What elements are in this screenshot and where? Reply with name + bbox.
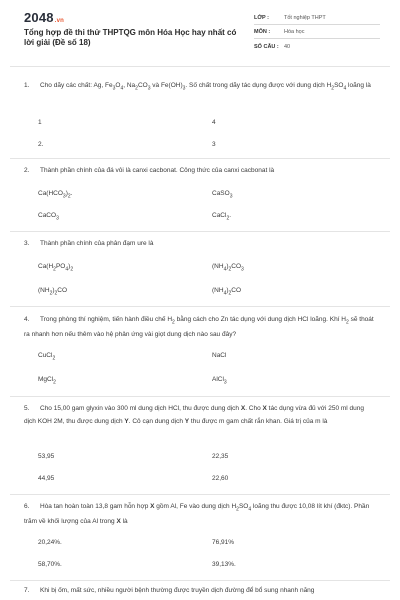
question-text: Cho 15,00 gam glyxin vào 300 ml dung dịch HCl, thu được dung dịch X. Cho X tác dụng vừa đủ với 250 ml dung dịch KOH 2M, thu được dung dịch Y. Cô cạn dung dịch Y thu được m gam chất rắn khan. Giá trị của m là [24, 405, 365, 425]
page-header [0, 0, 400, 66]
option-a[interactable]: $Ca(H_2PO_4)_2$ [38, 263, 74, 273]
meta-count-value: 40 [284, 44, 291, 50]
option-b[interactable]: 4 [212, 119, 216, 126]
question-text: Trong phòng thí nghiệm, tiến hành điều chế $H_2$ bằng cách cho Zn tác dụng với dung dịch HCl loãng. Khí $H_2$ sẽ thoát ra nhanh hơn nếu thêm vào hệ phản ứng vài giọt dung dịch nào sau đây? [24, 316, 374, 338]
document-title: Tổng hợp đề thi thử THPTQG môn Hóa Học hay nhất có lời giải (Đề số 18) [24, 28, 237, 47]
site-logo[interactable] [24, 10, 64, 25]
question-divider [10, 494, 390, 495]
option-c[interactable]: 2. [38, 141, 44, 148]
option-c[interactable]: 44,95 [38, 475, 55, 482]
question-number: 3. [24, 240, 30, 247]
question-5 [24, 403, 374, 428]
option-d[interactable]: 39,13%. [212, 561, 236, 568]
question-4 [24, 314, 374, 341]
question-3 [24, 238, 374, 251]
meta-subject-key: MÔN : [254, 29, 271, 35]
option-a[interactable]: 20,24%. [38, 539, 62, 546]
option-d[interactable]: CaCl$_2$. [212, 212, 232, 222]
question-number: 2. [24, 167, 30, 174]
question-1 [24, 80, 374, 95]
header-divider [10, 66, 390, 67]
meta-grade-key: LỚP : [254, 15, 269, 21]
meta-grade-value: Tốt nghiệp THPT [284, 15, 326, 21]
question-2 [24, 165, 374, 178]
question-divider [10, 580, 390, 581]
meta-count-key: SỐ CÂU : [254, 44, 279, 50]
option-a[interactable]: 1 [38, 119, 42, 126]
question-text: Thành phần chính của đá vôi là canxi cacbonat. Công thức của canxi cacbonat là [40, 167, 275, 174]
question-6 [24, 501, 374, 528]
option-b[interactable]: $(NH_4)_2CO_3$ [212, 263, 244, 273]
option-b[interactable]: CaSO$_3$ [212, 190, 233, 200]
question-text: Khi bị ốm, mất sức, nhiều người bệnh thường được truyền dịch đường để bổ sung nhanh năng [40, 587, 315, 594]
meta-divider [254, 38, 380, 39]
question-number: 6. [24, 503, 30, 510]
question-number: 4. [24, 316, 30, 323]
option-c[interactable]: 58,70%. [38, 561, 62, 568]
logo-suffix: .vn [54, 18, 65, 24]
option-a[interactable]: 53,95 [38, 453, 55, 460]
option-b[interactable]: 76,91% [212, 539, 235, 546]
option-c[interactable]: MgCl$_2$ [38, 376, 56, 386]
question-text: Cho dãy các chất: Ag, $Fe_3O_4$, $Na_2CO_3$ và $Fe(OH)_3$. Số chất trong dãy tác dụng được với dung dịch $H_2SO_4$ loãng là [40, 82, 371, 92]
question-divider [10, 396, 390, 397]
option-d[interactable]: 22,60 [212, 475, 229, 482]
question-text: Hòa tan hoàn toàn 13,8 gam hỗn hợp X gồm Al, Fe vào dung dịch $H_2SO_4$ loãng thu được 10,08 lít khí (đktc). Phần trăm về khối lượng của Al trong X là [24, 503, 370, 525]
option-d[interactable]: AlCl$_3$ [212, 376, 227, 386]
meta-subject-value: Hóa học [284, 29, 305, 35]
question-divider [10, 306, 390, 307]
option-a[interactable]: $Ca(HCO_3)_2$. [38, 190, 73, 200]
option-c[interactable]: $(NH_2)_2CO$ [38, 287, 68, 297]
logo-text: 2048 [24, 10, 54, 25]
option-d[interactable]: 3 [212, 141, 216, 148]
option-b[interactable]: NaCl [212, 352, 227, 359]
question-number: 7. [24, 587, 30, 594]
question-number: 5. [24, 405, 30, 412]
option-b[interactable]: 22,35 [212, 453, 229, 460]
meta-divider [254, 24, 380, 25]
question-7 [24, 585, 374, 598]
question-divider [10, 158, 390, 159]
question-number: 1. [24, 82, 30, 89]
question-text: Thành phần chính của phân đạm ure là [40, 240, 154, 247]
option-a[interactable]: CuCl$_2$ [38, 352, 56, 362]
option-d[interactable]: $(NH_4)_2CO$ [212, 287, 242, 297]
question-divider [10, 231, 390, 232]
option-c[interactable]: CaCO$_3$ [38, 212, 59, 222]
